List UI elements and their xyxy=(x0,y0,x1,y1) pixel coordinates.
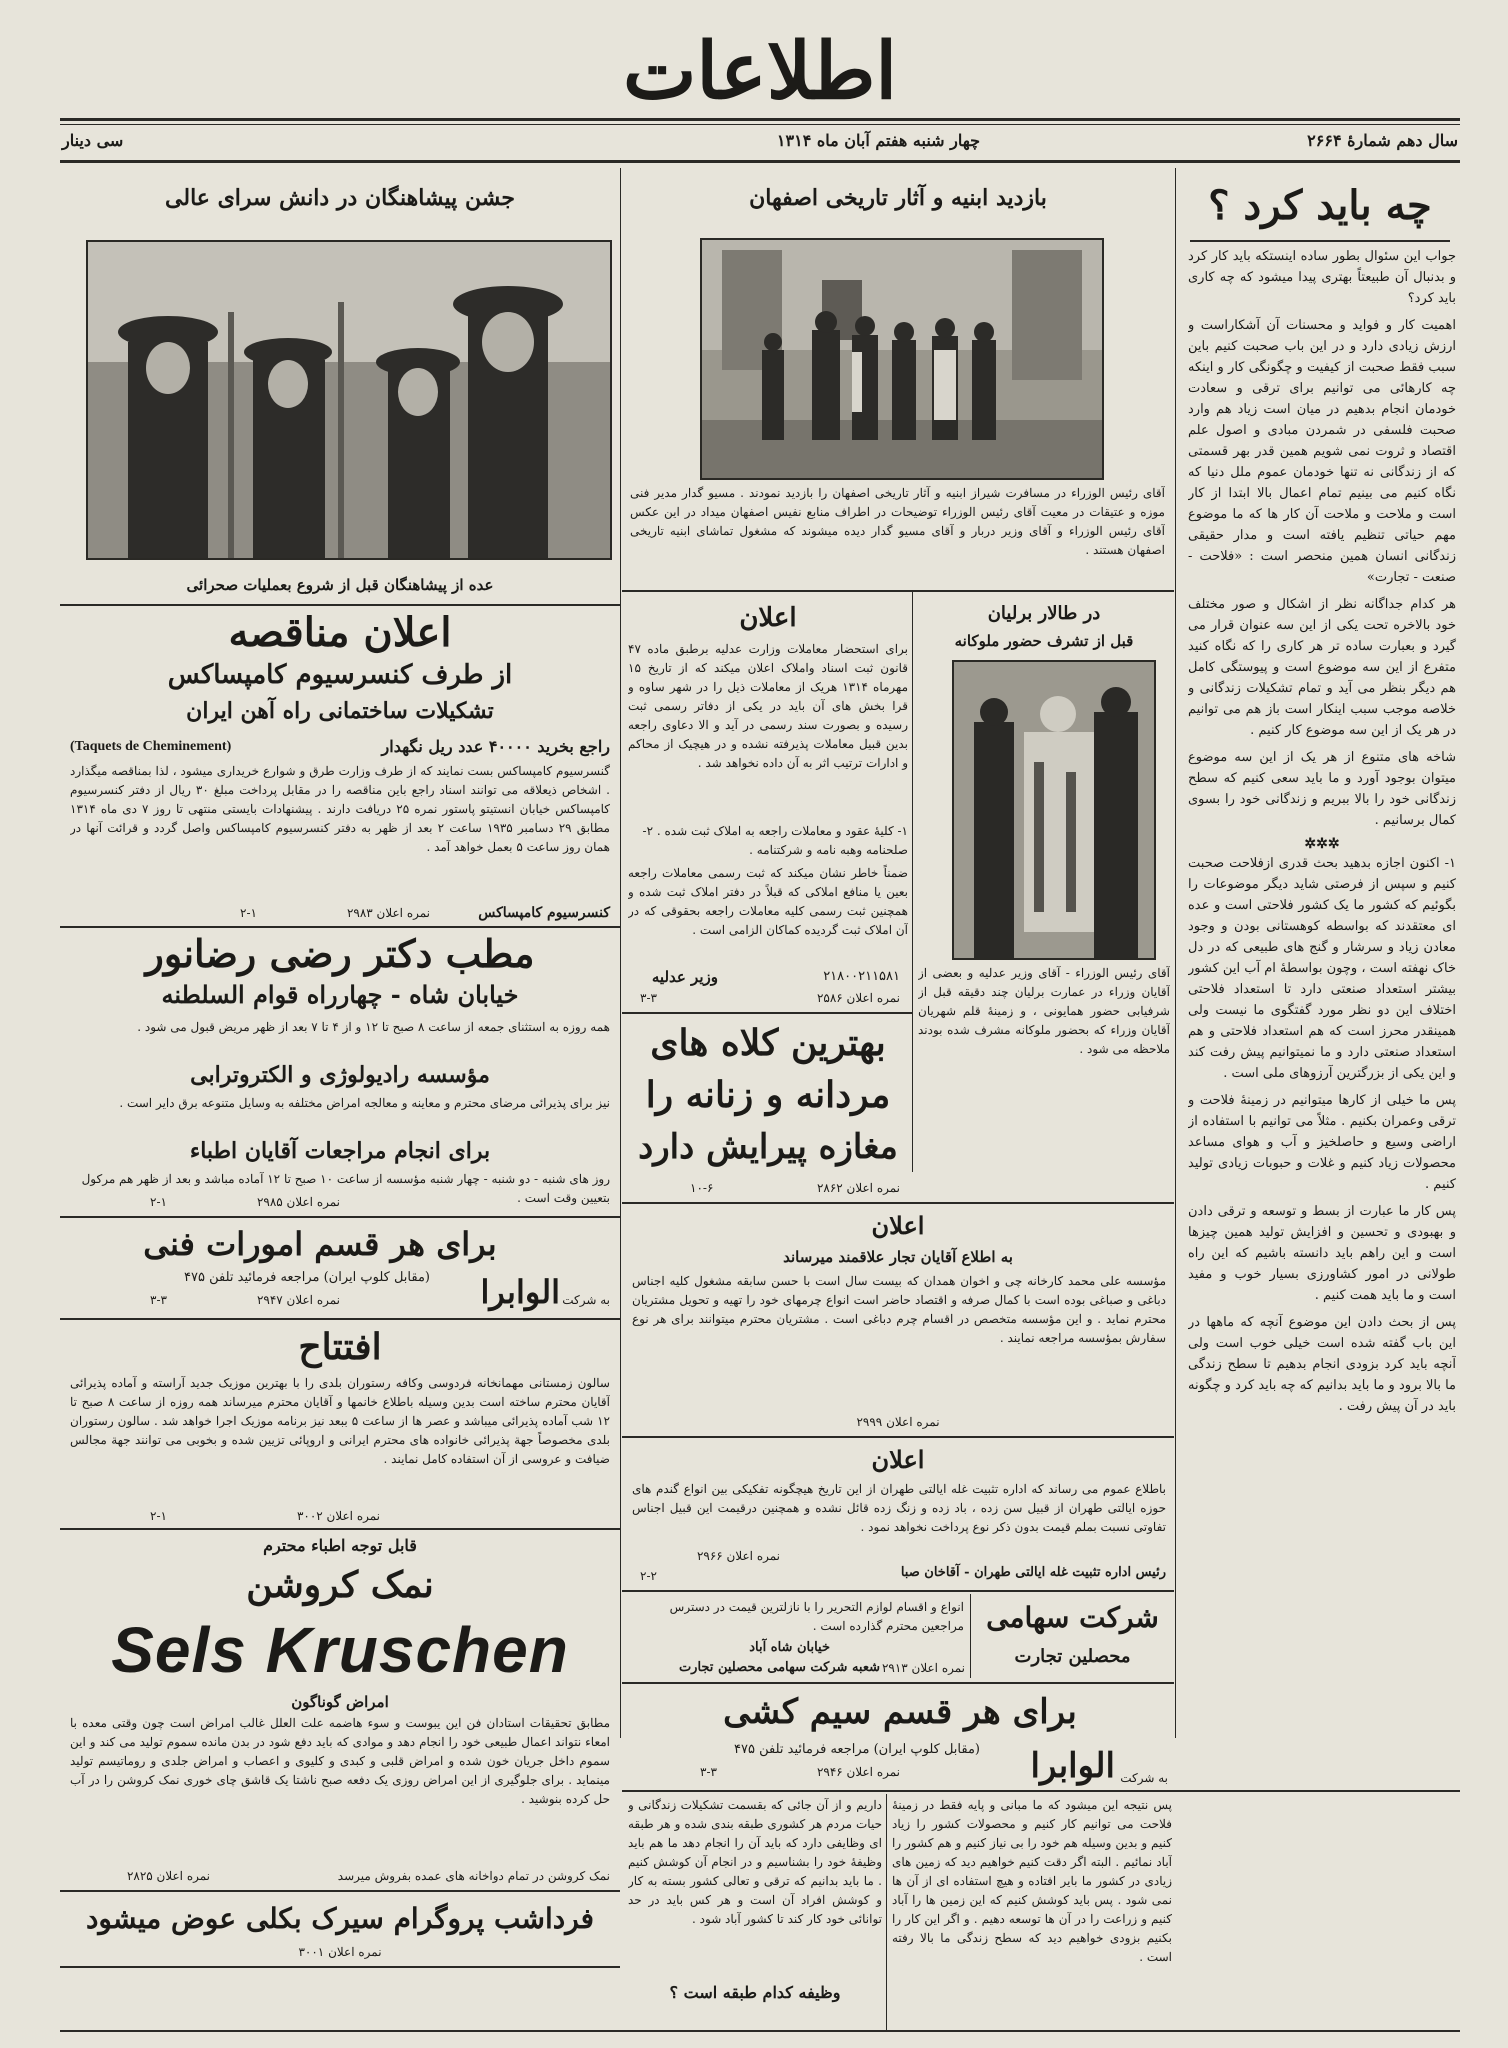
masthead-rule-top-thin xyxy=(60,124,1460,125)
wheat-run: ۲-۲ xyxy=(640,1569,657,1583)
isfahan-caption: آقای رئیس الوزراء در مسافرت شیراز ابنیه و آثار تاریخی اصفهان را بازدید نمودند . مسیو گدار مدیر فنی موزه و عتیقات در معیت آقای رئیس الوزراء توضیحات در اطراف منابع نفیس اصفهان میداد در این عکس آقای رئیس الوزراء و آقای وزیر دربار و آقای مسیو گدار دیده میشوند که مشغول تماشای ابنیه تاریخی اصفهان هستند . xyxy=(630,486,1165,557)
clinic-title: مطب دکتر رضی رضانور xyxy=(145,931,535,976)
opera1-details: (مقابل کلوپ ایران) مراجعه فرمائید تلفن ۴۷۵ xyxy=(184,1270,430,1285)
hats-line2: مردانه و زنانه را xyxy=(645,1074,891,1116)
hats-run: ۱۰-۶ xyxy=(690,1181,714,1195)
col-divider-right xyxy=(1175,168,1176,1738)
article-separator: ✲✲✲ xyxy=(1304,836,1340,852)
article-body xyxy=(1188,246,1456,1731)
tender-ad-no: نمره اعلان ۲۹۸۳ xyxy=(346,906,430,920)
opera1-rule xyxy=(60,1318,620,1320)
justice-rule xyxy=(622,1012,912,1014)
isfahan-title: بازدید ابنیه و آثار تاریخی اصفهان xyxy=(749,185,1047,211)
clinic-ad-no: نمره اعلان ۲۹۸۵ xyxy=(256,1195,340,1209)
opening-title: افتتاح xyxy=(298,1326,382,1368)
company-subtitle: محصلین تجارت xyxy=(1014,1646,1131,1667)
opening-run: ۲-۱ xyxy=(150,1509,167,1523)
tender-run: ۲-۱ xyxy=(240,906,257,920)
company-body: انواع و اقسام لوازم التحریر را با نازلترین قیمت در دسترس مراجعین محترم گذارده است . xyxy=(669,1600,964,1633)
kruschen-heading: امراض گوناگون xyxy=(291,1693,389,1711)
issue-date: چهار شنبه هفتم آبان ماه ۱۳۱۴ xyxy=(776,131,980,150)
company-ad-no: نمره اعلان ۲۹۱۳ xyxy=(881,1661,965,1675)
wheat-signature: رئیس اداره تثبیت غله ایالتی طهران - آقاخان صبا xyxy=(900,1565,1166,1580)
wheat-body: باطلاع عموم می رساند که اداره تثبیت غله ایالتی طهران از این تاریخ هیچگونه تفکیکی بین انواع گندم های حوزه ایالتی طهران از قبیل سن زده ، باد زده و زنگ زده قائل نشده و همچنین درقیمت این قبیل اجناس تفاوتی نسبت بملم قیمت بدون ذکر نوع پرداخت نخواهد نمود . xyxy=(632,1482,1166,1534)
bottom-article-highlight: وظیفه کدام طبقه است ؟ xyxy=(669,1983,841,2002)
kruschen-latin: Sels Kruschen xyxy=(111,1614,569,1686)
company-title: شرکت سهامی xyxy=(986,1601,1159,1634)
article-paragraph: پس ما خیلی از کارها میتوانیم در زمینهٔ فلاحت و ترقی وعمران بکنیم . مثلاً می توانیم با استفاده از اراضی وسیع و حاصلخیز و آب و هوای مساعد محصولات زیاد کنیم و غلات و حبوبات زیادی تولید کنیم . xyxy=(1188,1093,1456,1192)
opening-rule xyxy=(60,1528,620,1530)
hats-line1: بهترین کلاه های xyxy=(650,1022,886,1064)
clinic-doctors: برای انجام مراجعات آقایان اطباء xyxy=(189,1138,491,1164)
clinic-institute-body: نیز برای پذیرائی مرضای محترم و معاینه و معالجه امراض مختلفه به وسایل متنوعه برق دایر است . xyxy=(119,1096,610,1110)
opera2-details: (مقابل کلوپ ایران) مراجعه فرمائید تلفن ۴۷۵ xyxy=(734,1742,980,1757)
article-paragraph: ۱- اکنون اجازه بدهید بحث قدری ازفلاحت صحبت کنیم و سپس از فرصتی شاید دیگر موضوعات را بگوئیم که کشور ما یک کشور فلاحتی است و عده ای معتقدند که بواسطه کوهستانی بودن و وجود معادن زیاد و سرشار و گنج های طبیعی که در دل خاک نهفته است ، وچون بواسطهٔ ام آب این کشور بیشتر استعداد صنعتی دارد تا استعداد فلاحتی اختلاف این دو نظر مورد گفتگوی ما نیست ولی همینقدر محرز است که هم استعداد فلاحتی و هم استعداد صنعتی دارد و ما نمیتوانیم پیش رفت کند و این یکی از بزرگترین آرزوهای ملی است . xyxy=(1188,856,1456,1081)
justice-footer: ضمناً خاطر نشان میکند که ثبت رسمی معاملات راجعه بعین یا منافع املاکی که قبلاً در دفتر املاک ثبت شده و همچنین ثبت رسمی کلیه معاملات راجعه بحقوقی که در آن املاک ثبت گردیده کماکان الزامی است . xyxy=(628,866,908,937)
opera1-title: برای هر قسم امورات فنی xyxy=(143,1225,497,1263)
wheat-ad-no: نمره اعلان ۲۹۶۶ xyxy=(696,1549,780,1563)
circus-rule xyxy=(60,1966,620,1968)
isfahan-rule xyxy=(622,590,1174,592)
tender-rule xyxy=(60,926,620,928)
opera1-company: الوابرا xyxy=(480,1273,560,1311)
company-branch: شعبه شرکت سهامی محصلین تجارت xyxy=(678,1660,880,1675)
scouts-rule xyxy=(60,604,620,606)
article-paragraph: پس از بحث دادن این موضوع آنچه که ماهها در این باب گفته شده است خیلی خوب است ولی آنچه باید کرد بزودی انجام بدهیم تا سطح زندگی ما بالا برود و ما باید بدانیم که چه باید کرد و چگونه باید در آن پیش رفت . xyxy=(1188,1315,1456,1414)
opera2-rule xyxy=(622,1790,1460,1792)
masthead-title: اطلاعات xyxy=(622,26,898,117)
isfahan-photo xyxy=(700,238,1104,480)
tender-latin: (Taquets de Cheminement) xyxy=(70,739,232,754)
opera2-prefix: به شرکت xyxy=(1120,1771,1168,1785)
royal-subtitle: قبل از تشرف حضور ملوکانه xyxy=(954,632,1134,650)
circus-ad-no: نمره اعلان ۳۰۰۱ xyxy=(298,1945,382,1959)
wheat-title: اعلان xyxy=(871,1445,925,1474)
opera2-company: الوابرا xyxy=(1030,1746,1115,1786)
tender-title: اعلان مناقصه xyxy=(228,609,452,656)
article-paragraph: جواب این سئوال بطور ساده اینستکه باید کار کرد و بدنبال آن طبیعتاً بهتری پیدا میشود که چه کاری باید کرد؟ xyxy=(1188,249,1456,306)
opera1-run: ۳-۳ xyxy=(150,1293,167,1307)
tender-line3: راجع بخرید ۴۰۰۰۰ عدد ریل نگهدار xyxy=(381,737,610,756)
hats-rule xyxy=(622,1202,1174,1204)
issue-price: سی دینار xyxy=(62,131,124,150)
bottom-article-col2: داریم و از آن جائی که بقسمت تشکیلات زندگانی و حیات مردم هر کشوری طبقه بندی شده و هر طبقه ای وظایفی دارد که باید آن را انجام دهد ما هم باید وظیفهٔ خود را بشناسیم و در انجام آن کوشش کنیم . ما باید بدانیم که ترقی و تعالی کشور بسته به کار و کوشش افراد آن است و هر کس باید در حد توانائی خود کار کند تا کشور آباد شود . xyxy=(628,1798,882,1926)
scouts-photo xyxy=(86,240,612,560)
justice-run: ۳-۳ xyxy=(640,991,657,1005)
clinic-hours: همه روزه به استثنای جمعه از ساعت ۸ صبح تا ۱۲ و از ۴ تا ۷ بعد از ظهر مریض قبول می شود . xyxy=(137,1020,610,1034)
middle-divider xyxy=(912,592,913,1172)
kruschen-note: نمک کروشن در تمام دواخانه های عمده بفروش میرسد xyxy=(337,1869,610,1883)
kruschen-persian: نمک کروشن xyxy=(246,1564,434,1606)
tender-signature: کنسرسیوم کامپساکس xyxy=(478,905,610,921)
opera1-prefix: به شرکت xyxy=(562,1293,610,1307)
masthead-rule-bottom xyxy=(60,160,1460,163)
opera2-ad-no: نمره اعلان ۲۹۴۶ xyxy=(816,1765,900,1779)
opera2-title: برای هر قسم سیم کشی xyxy=(723,1692,1077,1732)
hats-line3: مغازه پیرایش دارد xyxy=(638,1127,898,1167)
opening-ad-no: نمره اعلان ۳۰۰۲ xyxy=(296,1509,380,1523)
justice-title: اعلان xyxy=(739,603,797,633)
justice-items: ۱- کلیهٔ عقود و معاملات راجعه به املاک ثبت شده . ۲- صلحنامه وهبه نامه و شرکتنامه . xyxy=(642,824,908,857)
clinic-rule xyxy=(60,1216,620,1218)
tender-body: گنسرسیوم کامپساکس بست نمایند که از طرف وزارت طرق و شوارع خریداری میشود ، لذا بمناقصه میگذارد . اشخاص ذیعلاقه می توانند اسناد راجع باین مناقصه را در مقابل پرداخت مبلغ ۳۰ ریال از دفتر کنسرسیوم کامپساکس خیابان انستیتو پاستور نمره ۲۵ دریافت دارند . پیشنهادات بایستی منتهی تا روز ۷ دی ماه ۱۳۱۴ مطابق ۲۹ دسامبر ۱۹۳۵ ساعت ۲ بعد از ظهر به دفتر کنسرسیوم کامپساکس واصل گردد و قرائت آنها در همان روز ساعت ۵ بعمل خواهد آمد . xyxy=(70,764,610,854)
justice-ad-no: نمره اعلان ۲۵۸۶ xyxy=(816,991,900,1005)
merchants-ad-no: نمره اعلان ۲۹۹۹ xyxy=(856,1415,940,1429)
col-divider-mid xyxy=(620,168,621,1738)
kruschen-body: مطابق تحقیقات استادان فن این یبوست و سوء هاضمه علت العلل غالب امراض است چون وقتی معده با امعاء نتواند اعمال طبیعی خود را انجام دهد و موادی که باید دفع شود در بدن مانده سموم تولید می کند و این سموم داخل جریان خون شده و امراض قلبی و کبدی و کلیوی و اعصاب و امراض جلدی و روماتیسم تولید مینماید . برای جلوگیری از این امراض روزی یک دفعه صبح ناشتا یک قاشق چای خوری نمک کروشن را در آب حل کرده بنوشید . xyxy=(70,1716,610,1806)
article-paragraph: اهمیت کار و فواید و محسنات آن آشکاراست و ارزش زیادی دارد و در این باب صحبت کنیم باین سبب فقط صحبت از کیفیت و چگونگی کار و اینکه چه کارهائی می توانیم برای ترقی و سعادت خودمان انجام بدهیم در میان است زیاد هم وارد صحبت فلسفی در شمردن مبادی و اصول علم اقتصاد و ثروت نمی شویم همین قدر بهر قسمتی که از زندگانی نه تنها خودمان عموم ملل دنیا که نگاه کنیم می بینیم تمام اعمال بالا ابتدا از کار است و ملاحت و ملاحت آن کار ها که ما موضوع مهم حیاتی تنظیم یافته است و مدار حقیقی زندگانی انسان همین منحصر است : «فلاحت - صنعت - تجارت» xyxy=(1188,318,1456,585)
scouts-photo-image xyxy=(88,242,610,558)
article-paragraph: شاخه های متنوع از هر یک از این سه موضوع میتوان بوجود آورد و ما باید سعی کنیم که سطح زندگانی خود را بالا ببریم و زندگانی خود را بسوی کمال برسانیم . xyxy=(1188,750,1456,828)
page-bottom-rule xyxy=(60,2030,1460,2032)
kruschen-attention: قابل توجه اطباء محترم xyxy=(263,1536,417,1555)
company-address: خیابان شاه آباد xyxy=(749,1640,830,1655)
article-paragraph: پس کار ما عبارت از بسط و توسعه و ترقی دادن و بهبودی و تحسین و افزایش تولید همین چیزها است و این راهم باید دانسته باشیم که این راه طولانی در امور کشاورزی بسیار خوب و مفید است و ما باید همت کنیم . xyxy=(1188,1204,1456,1303)
bottom-article-col1: پس نتیجه این میشود که ما مبانی و پایه فقط در زمینهٔ فلاحت می توانیم کار کنیم و محصولات کشور را زیاد کنیم و بدین وسیله هم خود را بی نیاز کنیم و هم کشور را آباد نمائیم . البته اگر دقت کنیم خواهیم دید که زمین های زیادی در کشور ما بایر افتاده و هیچ استفاده ای از آن ها نمی شود . پس باید کوشش کنیم که این زمین ها را آباد کنیم و زراعت را در آن ها توسعه دهیم . و اگر این کار را بکنیم بزودی خواهیم دید که سطح زندگی ما بالا رفته است . xyxy=(892,1798,1172,1964)
opening-body: سالون زمستانی مهمانخانه فردوسی وکافه رستوران بلدی را با بهترین موزیک جدید آراسته و آماده پذیرائی آقایان محترم ساخته است بدین وسیله باطلاع خانمها و آقایان محترم میرساند همه روزه از ساعت ۸ صبح تا ۱۲ شب آماده پذیرائی میباشد و عصر ها از ساعت ۵ ببعد نیز برنامه موزیک اجرا خواهد شد . سالون رستوران بلدی مخصوصاً جهة پذیرائی خانواده های محترم ایرانی و اروپائی تزیین شده و بخوبی می توانند جهة مجالس ضیافت و عروسی از آن استفاده کامل نمایند . xyxy=(70,1376,610,1466)
clinic-doctors-body: روز های شنبه - دو شنبه - چهار شنبه مؤسسه از ساعت ۱۰ صبح تا ۱۲ آماده مباشد و بعد از ظهر هم مرکول بتعیین وقت است . xyxy=(81,1172,610,1205)
bottom-col-divider xyxy=(886,1794,887,2030)
royal-photo-image xyxy=(954,662,1154,958)
company-divider xyxy=(970,1594,971,1678)
merchants-title: اعلان xyxy=(871,1211,925,1240)
kruschen-rule xyxy=(60,1890,620,1892)
royal-caption: آقای رئیس الوزراء - آقای وزیر عدلیه و بعضی از آقایان وزراء در عمارت برلیان چند دقیقه قبل از شرفیابی حضور همایونی ، و زمینهٔ قلم شهریان آقایان وزراء که بحضور ملوکانه مشرف شده بودند ملاحظه می شود . xyxy=(918,966,1170,1056)
royal-title: در طالار برلیان xyxy=(987,603,1101,624)
merchants-subtitle: به اطلاع آقایان تجار علاقمند میرساند xyxy=(783,1248,1013,1266)
masthead-rule-top xyxy=(60,118,1460,121)
circus-title: فرداشب پروگرام سیرک بکلی عوض میشود xyxy=(85,1902,595,1935)
justice-number: ۲۱۸۰۰۲۱۱۵۸۱ xyxy=(823,969,900,984)
clinic-run: ۲-۱ xyxy=(150,1195,167,1209)
justice-body: برای استحضار معاملات وزارت عدلیه برطبق ماده ۴۷ قانون ثبت اسناد واملاک اعلان میکند که از تاریخ ۱۵ مهرماه ۱۳۱۴ هریک از معاملات ذیل را در شهر ساوه و قرا بخش های آن باید در یکی از دفاتر رسمی ثبت رسیده و بصورت سند رسمی در آید و الا دعاوی راجعه بدین قبیل معاملات پذیرفته نشده و در هیچیک از محاکم و ادارات ترتیب اثر به آن داده نخواهد شد . xyxy=(628,642,908,770)
merchants-body: مؤسسه علی محمد کارخانه چی و اخوان همدان که بیست سال است با حسن سابقه مشغول کلیه اجناس دباغی و صباغی بوده است با کمال صرفه و اقتصاد حاضر است انواع چرمهای خود را تهیه و تحویل مشتریان محترم نماید . و این مؤسسه متخصص در اقسام چرم دباغی است . مشتریان محترم میتوانند برای هر نوع سفارش بمؤسسه مراجعه نمایند . xyxy=(632,1274,1166,1345)
kruschen-ad-no: نمره اعلان ۲۸۲۵ xyxy=(126,1869,210,1883)
tender-line2: تشکیلات ساختمانی راه آهن ایران xyxy=(186,698,494,724)
opera2-run: ۳-۳ xyxy=(700,1765,717,1779)
wheat-rule xyxy=(622,1590,1174,1592)
tender-line1: از طرف کنسرسیوم کامپساکس xyxy=(167,660,513,690)
clinic-address: خیابان شاه - چهارراه قوام السلطنه xyxy=(161,980,519,1009)
scouts-caption: عده از پیشاهنگان قبل از شروع بعملیات صحرائی xyxy=(186,576,494,594)
article-title: چه باید کرد ؟ xyxy=(1208,182,1432,229)
article-paragraph: هر کدام جداگانه نظر از اشکال و صور مختلف خود بالاخره تحت یکی از این سه عنوان قرار می گیرد و بعبارت ساده تر هر کاری را که نگاه کنید متفرع از این سه موضوع است و پیوستگی کامل هم دیگر بنظر می آید و تمام تشکیلات زندگانی و خلاصه موجب سبب اینکار است باز هم می توانیم در هر یک از این سه موضوع کار کنیم . xyxy=(1188,597,1456,738)
article-title-rule xyxy=(1190,240,1450,242)
clinic-institute: مؤسسه رادیولوژی و الکتروترابی xyxy=(190,1062,490,1088)
company-rule xyxy=(622,1682,1174,1684)
royal-photo xyxy=(952,660,1156,960)
scouts-title: جشن پیشاهنگان در دانش سرای عالی xyxy=(165,185,515,211)
isfahan-photo-image xyxy=(702,240,1102,478)
merchants-rule xyxy=(622,1436,1174,1438)
opera1-ad-no: نمره اعلان ۲۹۴۷ xyxy=(256,1293,340,1307)
year-issue: سال دهم شمارهٔ ۲۶۶۴ xyxy=(1307,131,1458,150)
justice-signature: وزیر عدلیه xyxy=(651,968,718,986)
hats-ad-no: نمره اعلان ۲۸۶۲ xyxy=(816,1181,900,1195)
